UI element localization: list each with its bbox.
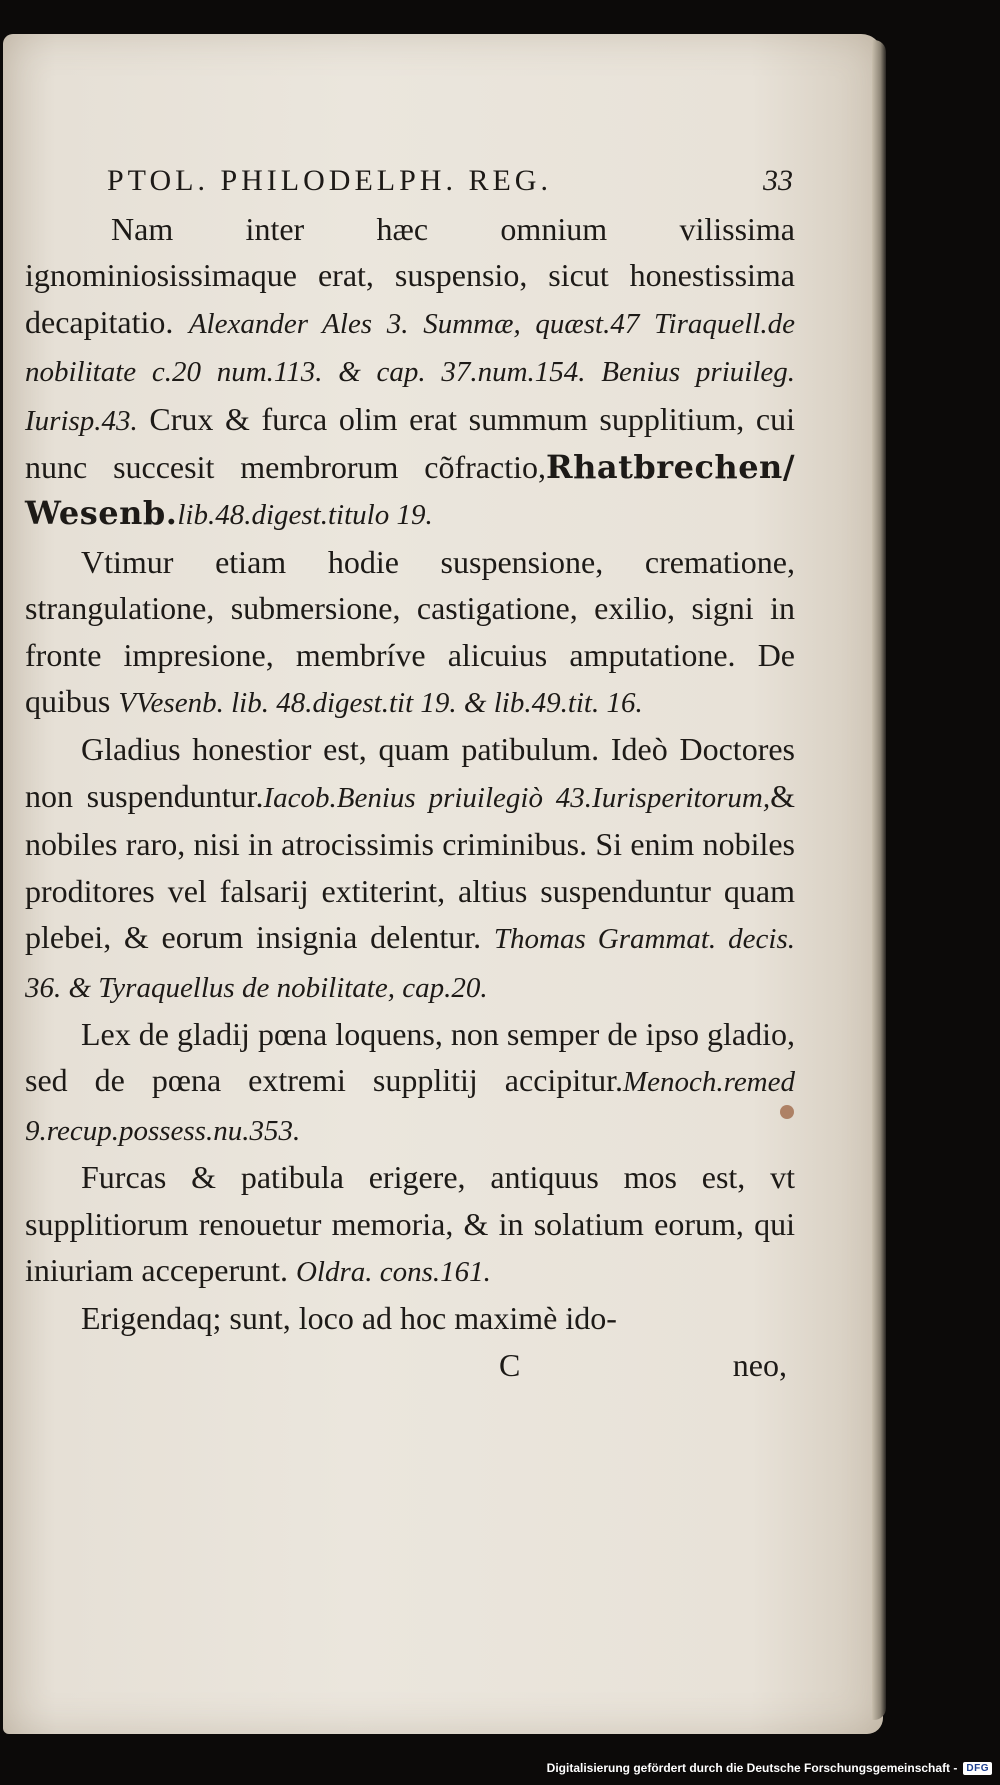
page-number: 33 bbox=[763, 164, 793, 197]
paragraph-4-text: Lex de gladij pœna loquens, non semper de ipso gladio, sed de pœna extremi supplitij accipitur. bbox=[25, 1015, 795, 1099]
page-edge-shadow bbox=[872, 40, 886, 1720]
paragraph-1-citation-2: lib.48.digest.titulo 19. bbox=[177, 499, 433, 532]
paragraph-3-text: Gladius honestior est, quam patibulum. Ideò Doctores non suspenduntur. bbox=[25, 731, 795, 814]
paragraph-2-text: Vtimur etiam hodie suspensione, crematione, strangulatione, submersione, castigatione, exilio, signi in fronte impresione, membríve alicuius amputatione. De quibus bbox=[25, 543, 795, 720]
signature-mark: C bbox=[499, 1346, 521, 1383]
paragraph-3-text-continued: & nobiles raro, nisi in atrocissimis criminibus. Si enim nobiles proditores vel falsarij extiterint, altius suspenduntur quam plebei, & eorum insignia delentur. bbox=[25, 777, 795, 956]
paragraph-1-text: Nam inter hæc omnium vilissima ignominiosissimaque erat, suspensio, sicut honestissima decapitatio. bbox=[25, 211, 795, 340]
paragraph-2-citation: VVesenb. lib. 48.digest.tit 19. & lib.49.tit. 16. bbox=[118, 687, 643, 720]
running-header bbox=[25, 158, 795, 204]
paragraph-4 bbox=[25, 1011, 795, 1154]
paragraph-1 bbox=[25, 206, 795, 539]
paragraph-2 bbox=[25, 539, 795, 727]
running-title: PTOL. PHILODELPH. REG. bbox=[107, 164, 552, 197]
paragraph-1-citation: Alexander Ales 3. Summæ, quæst.47 Tiraquell.de nobilitate c.20 num.113. & cap. 37.num.154. Benius priuileg. Iurisp.43. bbox=[25, 307, 795, 437]
paragraph-3-citation: Iacob.Benius priuilegiò 43.Iurisperitorum, bbox=[263, 781, 771, 814]
paragraph-6-text: Erigendaq; sunt, loco ad hoc maximè ido- bbox=[81, 1300, 617, 1337]
paragraph-5 bbox=[25, 1154, 795, 1295]
catchline bbox=[25, 1342, 795, 1388]
paragraph-5-text: Furcas & patibula erigere, antiquus mos est, vt supplitiorum renouetur memoria, & in solatium eorum, qui iniuriam acceperunt. bbox=[25, 1159, 795, 1288]
digitization-footer bbox=[0, 1757, 1000, 1779]
page-text-block bbox=[25, 158, 795, 1388]
paragraph-1-german-term: Rhatbrechen/ Wesenb. bbox=[25, 448, 795, 533]
funding-credit: Digitalisierung gefördert durch die Deutsche Forschungsgemeinschaft - bbox=[546, 1761, 958, 1775]
paragraph-3 bbox=[25, 726, 795, 1010]
paragraph-5-citation: Oldra. cons.161. bbox=[295, 1255, 491, 1288]
paragraph-1-text-continued: Crux & furca olim erat summum supplitium, cui nunc succesit membrorum cõfractio, bbox=[25, 400, 796, 486]
book-page bbox=[3, 34, 883, 1734]
dfg-logo: DFG bbox=[963, 1762, 992, 1775]
catchword: neo, bbox=[732, 1346, 787, 1383]
paragraph-4-citation: Menoch.remed 9.recup.possess.nu.353. bbox=[25, 1066, 795, 1147]
paragraph-6 bbox=[25, 1295, 795, 1341]
paragraph-3-citation-2: Thomas Grammat. decis. 36. & Tyraquellus de nobilitate, cap.20. bbox=[25, 923, 795, 1004]
